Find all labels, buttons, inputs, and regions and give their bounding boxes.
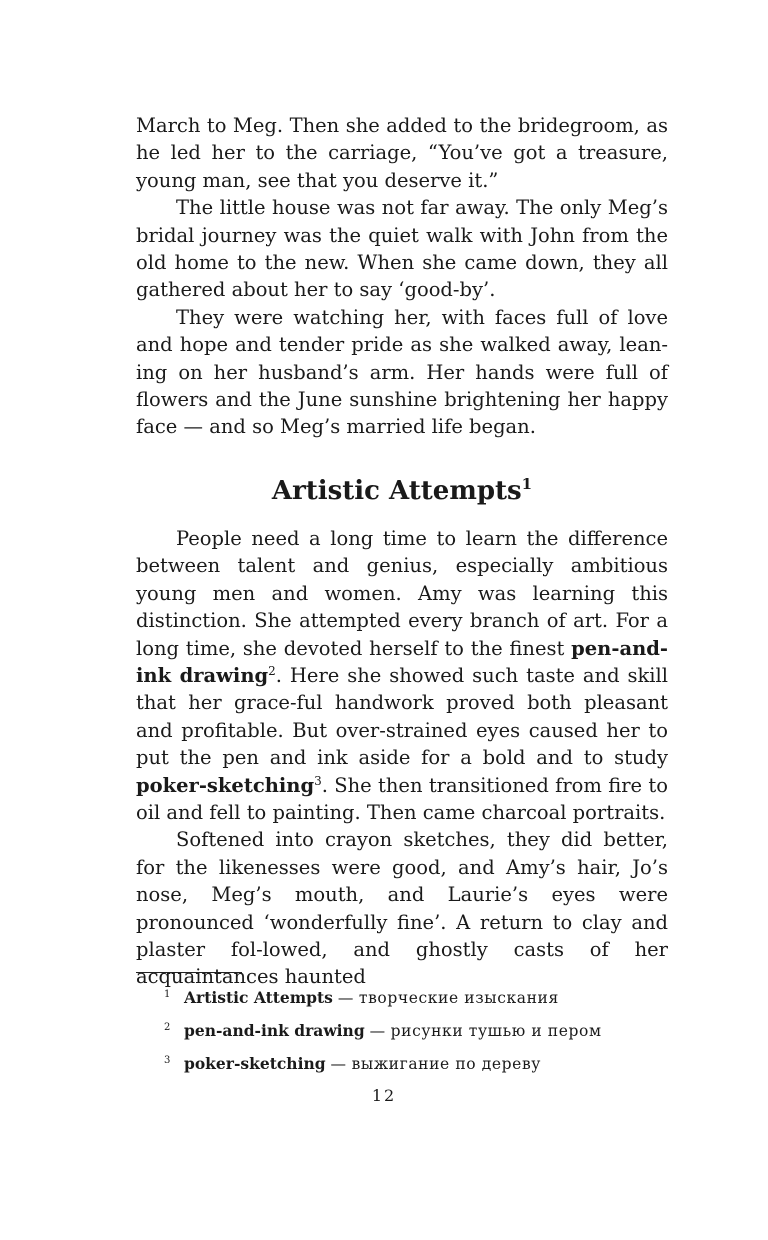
paragraph-amy-art	[136, 525, 668, 826]
chapter-heading	[136, 475, 668, 507]
footnote-number: 2	[164, 1022, 171, 1033]
footnote-dash: —	[330, 1055, 347, 1073]
footnote-number: 1	[164, 989, 171, 1000]
footnote-dash: —	[337, 989, 354, 1007]
paragraph-crayon-sketches: Softened into crayon sketches, they did better, for the likenesses were good, and Amy’s hair, Jo’s nose, Meg’s mouth, and Laurie’s eyes were pronounced ‘wonderfully fine’. A return to clay and plaster fol-lowed, and ghostly casts of her acquaintances haunted	[136, 828, 668, 989]
footnote-dash: —	[369, 1022, 386, 1040]
footnote-term: Artistic Attempts	[184, 988, 333, 1007]
chapter-title: Artistic Attempts	[271, 475, 522, 506]
footnote-translation: выжигание по дереву	[351, 1055, 541, 1073]
paragraph-text-part2: . Here she showed such taste and skill that her grace-ful handwork proved both pleasant and profitable. But over-strained eyes caused her to put the pen and ink aside for a bold and to study	[136, 663, 668, 770]
footnote-ref-3: 3	[314, 773, 322, 788]
page-number: 12	[371, 1086, 397, 1105]
footnote-divider	[136, 972, 242, 973]
page-body	[136, 112, 668, 991]
footnote-number: 3	[164, 1055, 171, 1066]
chapter-footnote-ref: 1	[521, 474, 533, 493]
footnote-1	[164, 980, 684, 1013]
footnotes	[164, 980, 684, 1079]
footnote-ref-2: 2	[268, 663, 276, 678]
term-pen-and-ink: pen-and-ink drawing	[136, 636, 668, 687]
footnote-3	[164, 1046, 684, 1079]
footnote-translation: творческие изыскания	[358, 989, 559, 1007]
paragraph-text-part1: People need a long time to learn the difference between talent and genius, especially ambitious young men and women. Amy was learning this distinction. She attempted every branch of art. For a long time, she devoted herself to the finest	[136, 526, 668, 660]
paragraph-little-house: The little house was not far away. The only Meg’s bridal journey was the quiet walk with John from the old home to the new. When she came down, they all gathered about her to say ‘good-by’.	[136, 196, 668, 302]
paragraph-watching-her: They were watching her, with faces full of love and hope and tender pride as she walked away, lean-ing on her husband’s arm. Her hands were full of flowers and the June sunshine brightening her happy face — and so Meg’s married life began.	[136, 305, 668, 439]
footnote-2	[164, 1013, 684, 1046]
term-poker-sketching: poker-sketching	[136, 773, 315, 797]
footnote-term: poker-sketching	[184, 1054, 326, 1073]
paragraph-text-part3: . She then transitioned from fire to oil and fell to painting. Then came charcoal portraits.	[136, 773, 668, 824]
paragraph-continuation: March to Meg. Then she added to the bridegroom, as he led her to the carriage, “You’ve got a treasure, young man, see that you deserve it.”	[136, 114, 668, 192]
footnote-term: pen-and-ink drawing	[184, 1021, 365, 1040]
footnote-translation: рисунки тушью и пером	[390, 1022, 602, 1040]
